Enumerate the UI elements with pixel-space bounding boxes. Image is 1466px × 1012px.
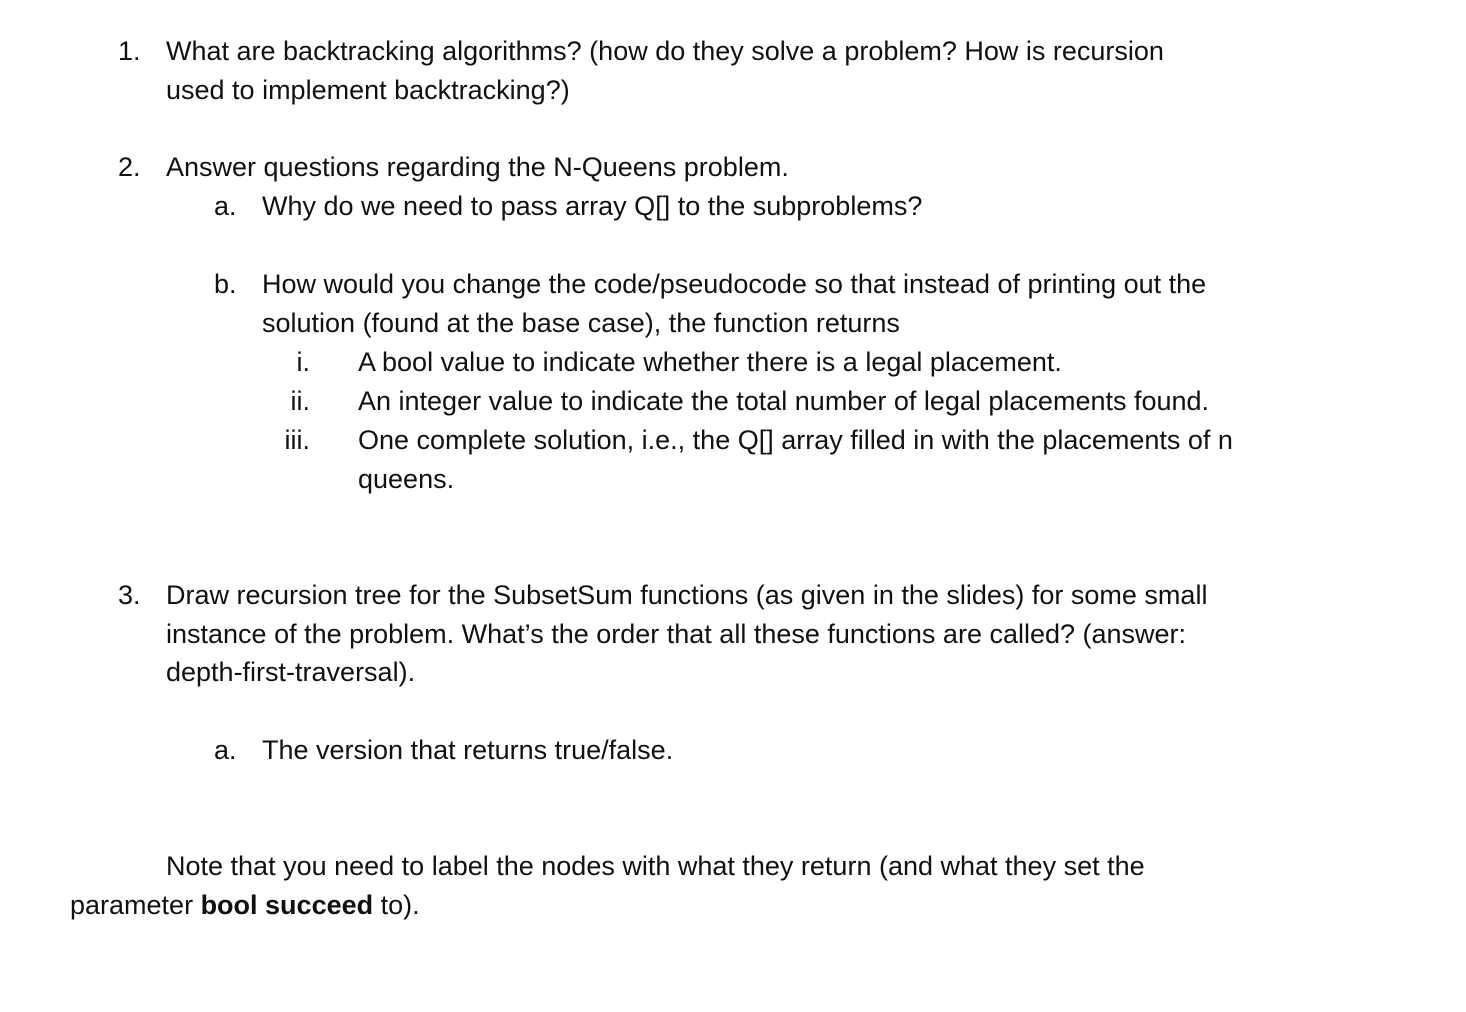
note-line-2-suffix: to). [373,890,420,920]
question-2a-text: Why do we need to pass array Q[] to the subproblems? [262,191,923,221]
question-1-line-1: What are backtracking algorithms? (how do they solve a problem? How is recursion [166,36,1164,66]
question-2b-i-numeral: i. [296,347,310,377]
note-line-1: Note that you need to label the nodes with what they return (and what they set the [166,851,1145,881]
question-2-number: 2. [118,152,141,182]
question-2b-line-2: solution (found at the base case), the function returns [262,308,900,338]
question-3-line-3: depth-first-traversal). [166,657,416,687]
question-2b-i-text: A bool value to indicate whether there is a legal placement. [358,347,1062,377]
question-2b-line-1: How would you change the code/pseudocode so that instead of printing out the [262,269,1207,299]
question-1-number: 1. [118,36,141,66]
question-2b-iii-line-1: One complete solution, i.e., the Q[] array filled in with the placements of n [358,425,1233,455]
question-2b-iii-line-2: queens. [358,464,455,494]
note-line-2-prefix: parameter [70,890,201,920]
question-2a-letter: a. [214,191,237,221]
question-2b-ii-text: An integer value to indicate the total number of legal placements found. [358,386,1210,416]
question-3-line-2: instance of the problem. What’s the order that all these functions are called? (answer: [166,619,1187,649]
question-3a-letter: a. [214,735,237,765]
question-2b-ii-numeral: ii. [290,386,310,416]
question-1-line-2: used to implement backtracking?) [166,75,570,105]
question-2-text: Answer questions regarding the N-Queens problem. [166,152,789,182]
question-2b-iii-numeral: iii. [284,425,310,455]
question-3a-text: The version that returns true/false. [262,735,674,765]
question-3-line-1: Draw recursion tree for the SubsetSum functions (as given in the slides) for some small [166,580,1208,610]
question-2b-letter: b. [214,269,237,299]
note-line-2 [70,886,420,925]
note-bold-term: bool succeed [200,890,374,920]
question-3-number: 3. [118,580,141,610]
